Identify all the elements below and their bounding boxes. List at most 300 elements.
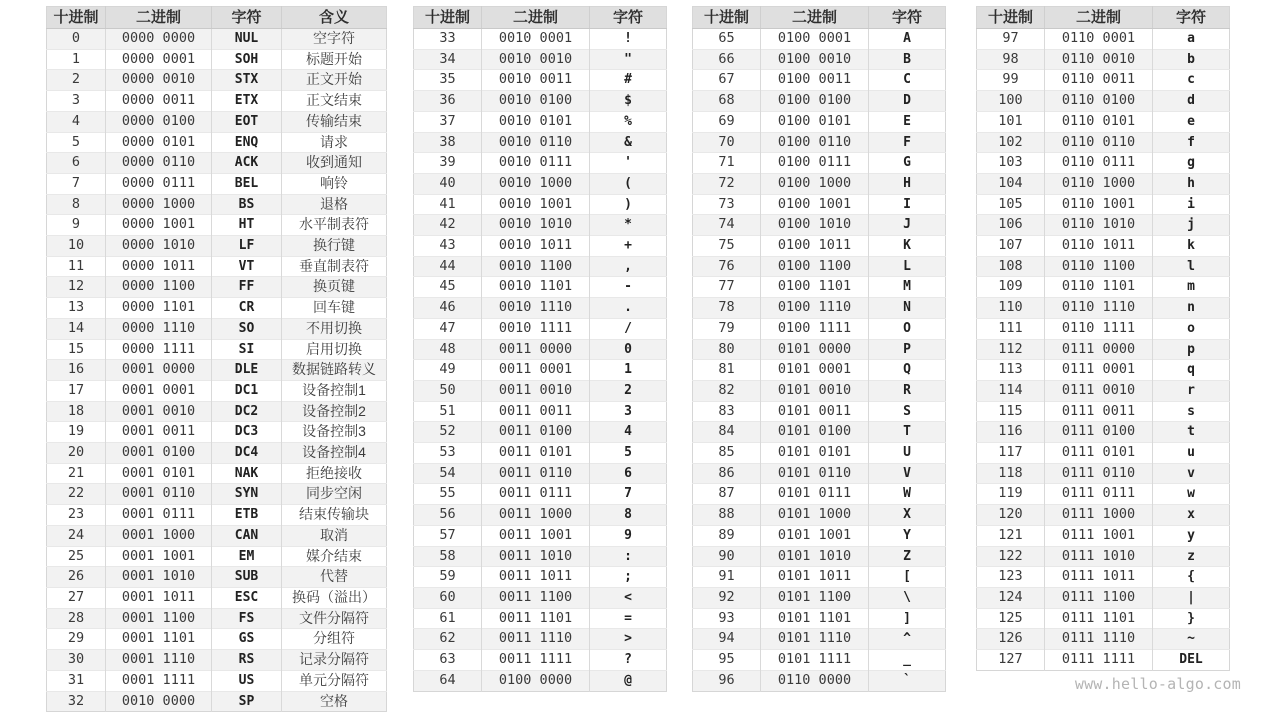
decimal-cell: 17 (47, 380, 106, 401)
binary-cell: 0100 0100 (761, 91, 869, 112)
binary-cell: 0001 1011 (106, 587, 212, 608)
table-row (47, 91, 387, 112)
table-row (414, 318, 667, 339)
binary-cell: 0101 1000 (761, 505, 869, 526)
char-cell: ^ (869, 629, 946, 650)
char-cell: ' (590, 153, 667, 174)
meaning-cell: 水平制表符 (282, 215, 387, 236)
char-cell: # (590, 70, 667, 91)
decimal-cell: 110 (977, 298, 1045, 319)
table-row (693, 49, 946, 70)
decimal-cell: 50 (414, 380, 482, 401)
decimal-cell: 33 (414, 29, 482, 50)
char-cell: " (590, 49, 667, 70)
binary-cell: 0100 0001 (761, 29, 869, 50)
table-row (47, 484, 387, 505)
table-row (414, 173, 667, 194)
char-cell: / (590, 318, 667, 339)
ascii-table-0-32 (46, 6, 387, 712)
table-row (977, 401, 1230, 422)
binary-cell: 0011 0111 (482, 484, 590, 505)
decimal-cell: 56 (414, 505, 482, 526)
binary-cell: 0011 0011 (482, 401, 590, 422)
decimal-cell: 87 (693, 484, 761, 505)
decimal-cell: 21 (47, 463, 106, 484)
table-row (693, 567, 946, 588)
decimal-cell: 63 (414, 650, 482, 671)
decimal-cell: 28 (47, 608, 106, 629)
table-row (693, 173, 946, 194)
char-cell: EM (212, 546, 282, 567)
decimal-cell: 125 (977, 608, 1045, 629)
binary-cell: 0010 0111 (482, 153, 590, 174)
table-row (414, 650, 667, 671)
table-row (693, 422, 946, 443)
table-row (693, 194, 946, 215)
table-row (977, 215, 1230, 236)
char-cell: % (590, 111, 667, 132)
binary-cell: 0001 0100 (106, 443, 212, 464)
table-row (414, 132, 667, 153)
table-row (414, 670, 667, 691)
binary-cell: 0000 1100 (106, 277, 212, 298)
decimal-cell: 92 (693, 587, 761, 608)
char-cell: NUL (212, 29, 282, 50)
char-cell: k (1153, 236, 1230, 257)
table-row (977, 546, 1230, 567)
decimal-cell: 91 (693, 567, 761, 588)
decimal-cell: 54 (414, 463, 482, 484)
decimal-cell: 90 (693, 546, 761, 567)
table-row (977, 173, 1230, 194)
ascii-table-97-127 (976, 6, 1230, 671)
binary-cell: 0011 0000 (482, 339, 590, 360)
char-cell: 1 (590, 360, 667, 381)
table-row (414, 608, 667, 629)
char-cell: G (869, 153, 946, 174)
meaning-cell: 记录分隔符 (282, 650, 387, 671)
table-row (977, 153, 1230, 174)
table-row (977, 194, 1230, 215)
binary-cell: 0111 0100 (1045, 422, 1153, 443)
meaning-cell: 取消 (282, 525, 387, 546)
table-row (693, 277, 946, 298)
decimal-cell: 20 (47, 443, 106, 464)
char-cell: o (1153, 318, 1230, 339)
decimal-cell: 8 (47, 194, 106, 215)
table-row (47, 236, 387, 257)
ascii-table-65-96 (692, 6, 946, 692)
char-cell: l (1153, 256, 1230, 277)
binary-cell: 0100 1001 (761, 194, 869, 215)
decimal-cell: 15 (47, 339, 106, 360)
decimal-cell: 35 (414, 70, 482, 91)
table-row (47, 567, 387, 588)
decimal-cell: 27 (47, 587, 106, 608)
char-cell: 8 (590, 505, 667, 526)
table-row (693, 484, 946, 505)
decimal-cell: 106 (977, 215, 1045, 236)
table-row (47, 194, 387, 215)
char-cell: V (869, 463, 946, 484)
char-cell: s (1153, 401, 1230, 422)
char-cell: CAN (212, 525, 282, 546)
decimal-cell: 22 (47, 484, 106, 505)
meaning-cell: 请求 (282, 132, 387, 153)
table-row (47, 629, 387, 650)
table-row (693, 401, 946, 422)
char-cell: { (1153, 567, 1230, 588)
table-row (47, 339, 387, 360)
decimal-cell: 124 (977, 587, 1045, 608)
decimal-cell: 75 (693, 236, 761, 257)
char-cell: \ (869, 587, 946, 608)
decimal-cell: 114 (977, 380, 1045, 401)
binary-cell: 0101 1010 (761, 546, 869, 567)
char-cell: RS (212, 650, 282, 671)
char-cell: L (869, 256, 946, 277)
char-cell: ! (590, 29, 667, 50)
table-row (977, 608, 1230, 629)
char-cell: z (1153, 546, 1230, 567)
binary-cell: 0111 0101 (1045, 443, 1153, 464)
table-row (47, 608, 387, 629)
char-cell: & (590, 132, 667, 153)
char-cell: C (869, 70, 946, 91)
meaning-cell: 设备控制3 (282, 422, 387, 443)
binary-cell: 0100 1110 (761, 298, 869, 319)
char-cell: U (869, 443, 946, 464)
char-cell: SP (212, 691, 282, 712)
meaning-cell: 代替 (282, 567, 387, 588)
table-row (977, 70, 1230, 91)
char-cell: T (869, 422, 946, 443)
table-row (414, 505, 667, 526)
table-row (414, 236, 667, 257)
table-row (414, 153, 667, 174)
meaning-cell: 启用切换 (282, 339, 387, 360)
table-row (693, 505, 946, 526)
meaning-cell: 标题开始 (282, 49, 387, 70)
char-cell: e (1153, 111, 1230, 132)
meaning-cell: 结束传输块 (282, 505, 387, 526)
table-row (47, 525, 387, 546)
header-row (47, 7, 387, 29)
decimal-cell: 80 (693, 339, 761, 360)
binary-cell: 0100 0011 (761, 70, 869, 91)
char-cell: p (1153, 339, 1230, 360)
table-row (693, 380, 946, 401)
meaning-cell: 媒介结束 (282, 546, 387, 567)
binary-cell: 0010 0101 (482, 111, 590, 132)
binary-cell: 0110 0001 (1045, 29, 1153, 50)
table-row (977, 505, 1230, 526)
table-row (693, 650, 946, 671)
char-cell: X (869, 505, 946, 526)
table-row (414, 339, 667, 360)
char-cell: c (1153, 70, 1230, 91)
binary-cell: 0101 0111 (761, 484, 869, 505)
binary-cell: 0010 1011 (482, 236, 590, 257)
binary-cell: 0011 0100 (482, 422, 590, 443)
meaning-cell: 设备控制4 (282, 443, 387, 464)
decimal-cell: 32 (47, 691, 106, 712)
char-cell: N (869, 298, 946, 319)
char-cell: ; (590, 567, 667, 588)
table-row (977, 587, 1230, 608)
decimal-cell: 62 (414, 629, 482, 650)
binary-cell: 0011 0101 (482, 443, 590, 464)
binary-cell: 0000 1111 (106, 339, 212, 360)
meaning-cell: 正文开始 (282, 70, 387, 91)
char-cell: , (590, 256, 667, 277)
binary-cell: 0110 1011 (1045, 236, 1153, 257)
char-cell: DC4 (212, 443, 282, 464)
table-row (977, 650, 1230, 671)
table-row (693, 629, 946, 650)
table-row (977, 484, 1230, 505)
binary-cell: 0110 0101 (1045, 111, 1153, 132)
char-cell: VT (212, 256, 282, 277)
binary-cell: 0111 1101 (1045, 608, 1153, 629)
decimal-cell: 74 (693, 215, 761, 236)
table-row (693, 339, 946, 360)
watermark: www.hello-algo.com (1074, 675, 1241, 693)
char-cell: STX (212, 70, 282, 91)
binary-cell: 0100 0101 (761, 111, 869, 132)
column-header-binary: 二进制 (482, 7, 590, 29)
table-row (414, 484, 667, 505)
decimal-cell: 119 (977, 484, 1045, 505)
binary-cell: 0101 0001 (761, 360, 869, 381)
binary-cell: 0100 0110 (761, 132, 869, 153)
table-row (414, 70, 667, 91)
meaning-cell: 拒绝接收 (282, 463, 387, 484)
decimal-cell: 45 (414, 277, 482, 298)
decimal-cell: 76 (693, 256, 761, 277)
table-row (977, 339, 1230, 360)
binary-cell: 0110 1110 (1045, 298, 1153, 319)
meaning-cell: 空字符 (282, 29, 387, 50)
binary-cell: 0110 0011 (1045, 70, 1153, 91)
binary-cell: 0101 1011 (761, 567, 869, 588)
char-cell: ? (590, 650, 667, 671)
decimal-cell: 64 (414, 670, 482, 691)
header-row (414, 7, 667, 29)
table-row (693, 463, 946, 484)
char-cell: ~ (1153, 629, 1230, 650)
binary-cell: 0110 0111 (1045, 153, 1153, 174)
column-header-char: 字符 (1153, 7, 1230, 29)
decimal-cell: 18 (47, 401, 106, 422)
binary-cell: 0010 1000 (482, 173, 590, 194)
char-cell: n (1153, 298, 1230, 319)
table-row (693, 587, 946, 608)
binary-cell: 0101 0010 (761, 380, 869, 401)
table-row (693, 111, 946, 132)
char-cell: d (1153, 91, 1230, 112)
table-row (47, 111, 387, 132)
binary-cell: 0111 1011 (1045, 567, 1153, 588)
meaning-cell: 不用切换 (282, 318, 387, 339)
char-cell: h (1153, 173, 1230, 194)
binary-cell: 0001 0010 (106, 401, 212, 422)
binary-cell: 0110 0000 (761, 670, 869, 691)
decimal-cell: 7 (47, 173, 106, 194)
binary-cell: 0110 0010 (1045, 49, 1153, 70)
decimal-cell: 42 (414, 215, 482, 236)
meaning-cell: 数据链路转义 (282, 360, 387, 381)
decimal-cell: 118 (977, 463, 1045, 484)
binary-cell: 0100 0000 (482, 670, 590, 691)
char-cell: * (590, 215, 667, 236)
meaning-cell: 传输结束 (282, 111, 387, 132)
binary-cell: 0110 1101 (1045, 277, 1153, 298)
decimal-cell: 2 (47, 70, 106, 91)
binary-cell: 0010 1010 (482, 215, 590, 236)
table-row (414, 525, 667, 546)
char-cell: DC1 (212, 380, 282, 401)
table-row (414, 256, 667, 277)
decimal-cell: 127 (977, 650, 1045, 671)
decimal-cell: 55 (414, 484, 482, 505)
table-row (414, 587, 667, 608)
decimal-cell: 88 (693, 505, 761, 526)
binary-cell: 0101 0100 (761, 422, 869, 443)
decimal-cell: 5 (47, 132, 106, 153)
char-cell: ETB (212, 505, 282, 526)
table-row (47, 691, 387, 712)
binary-cell: 0110 1100 (1045, 256, 1153, 277)
table-row (693, 236, 946, 257)
char-cell: Y (869, 525, 946, 546)
char-cell: x (1153, 505, 1230, 526)
char-cell: = (590, 608, 667, 629)
decimal-cell: 39 (414, 153, 482, 174)
column-header-char: 字符 (590, 7, 667, 29)
char-cell: I (869, 194, 946, 215)
table-row (977, 360, 1230, 381)
binary-cell: 0011 0010 (482, 380, 590, 401)
decimal-cell: 4 (47, 111, 106, 132)
decimal-cell: 43 (414, 236, 482, 257)
char-cell: SYN (212, 484, 282, 505)
binary-cell: 0100 0010 (761, 49, 869, 70)
decimal-cell: 11 (47, 256, 106, 277)
decimal-cell: 99 (977, 70, 1045, 91)
table-row (977, 567, 1230, 588)
binary-cell: 0011 1010 (482, 546, 590, 567)
char-cell: } (1153, 608, 1230, 629)
binary-cell: 0111 1001 (1045, 525, 1153, 546)
table-row (977, 236, 1230, 257)
table-row (47, 401, 387, 422)
binary-cell: 0011 1101 (482, 608, 590, 629)
char-cell: DC2 (212, 401, 282, 422)
table-row (693, 670, 946, 691)
binary-cell: 0100 1100 (761, 256, 869, 277)
binary-cell: 0001 0110 (106, 484, 212, 505)
binary-cell: 0010 0011 (482, 70, 590, 91)
binary-cell: 0101 1101 (761, 608, 869, 629)
binary-cell: 0000 1110 (106, 318, 212, 339)
decimal-cell: 94 (693, 629, 761, 650)
char-cell: u (1153, 443, 1230, 464)
binary-cell: 0100 1101 (761, 277, 869, 298)
char-cell: r (1153, 380, 1230, 401)
column-header-binary: 二进制 (1045, 7, 1153, 29)
char-cell: b (1153, 49, 1230, 70)
table-row (693, 132, 946, 153)
decimal-cell: 40 (414, 173, 482, 194)
decimal-cell: 57 (414, 525, 482, 546)
header-row (977, 7, 1230, 29)
meaning-cell: 同步空闲 (282, 484, 387, 505)
table-row (47, 29, 387, 50)
binary-cell: 0111 1000 (1045, 505, 1153, 526)
binary-cell: 0010 0000 (106, 691, 212, 712)
table-row (414, 111, 667, 132)
binary-cell: 0111 0011 (1045, 401, 1153, 422)
decimal-cell: 0 (47, 29, 106, 50)
binary-cell: 0101 1111 (761, 650, 869, 671)
header-row (693, 7, 946, 29)
char-cell: EOT (212, 111, 282, 132)
table-row (693, 215, 946, 236)
decimal-cell: 19 (47, 422, 106, 443)
binary-cell: 0000 0111 (106, 173, 212, 194)
table-row (693, 70, 946, 91)
table-row (977, 277, 1230, 298)
char-cell: LF (212, 236, 282, 257)
char-cell: ENQ (212, 132, 282, 153)
table-row (47, 443, 387, 464)
table-row (414, 567, 667, 588)
binary-cell: 0101 1110 (761, 629, 869, 650)
decimal-cell: 70 (693, 132, 761, 153)
binary-cell: 0101 1001 (761, 525, 869, 546)
binary-cell: 0100 1010 (761, 215, 869, 236)
binary-cell: 0000 0010 (106, 70, 212, 91)
table-row (693, 525, 946, 546)
meaning-cell: 回车键 (282, 298, 387, 319)
binary-cell: 0001 0101 (106, 463, 212, 484)
binary-cell: 0010 0010 (482, 49, 590, 70)
table-row (47, 587, 387, 608)
binary-cell: 0010 0110 (482, 132, 590, 153)
char-cell: A (869, 29, 946, 50)
decimal-cell: 46 (414, 298, 482, 319)
char-cell: ] (869, 608, 946, 629)
decimal-cell: 85 (693, 443, 761, 464)
table-row (693, 608, 946, 629)
table-row (977, 298, 1230, 319)
table-row (47, 360, 387, 381)
decimal-cell: 116 (977, 422, 1045, 443)
decimal-cell: 77 (693, 277, 761, 298)
char-cell: @ (590, 670, 667, 691)
char-cell: R (869, 380, 946, 401)
decimal-cell: 121 (977, 525, 1045, 546)
decimal-cell: 83 (693, 401, 761, 422)
decimal-cell: 102 (977, 132, 1045, 153)
column-header-binary: 二进制 (761, 7, 869, 29)
table-row (693, 29, 946, 50)
table-row (47, 70, 387, 91)
char-cell: 7 (590, 484, 667, 505)
char-cell: DC3 (212, 422, 282, 443)
char-cell: S (869, 401, 946, 422)
